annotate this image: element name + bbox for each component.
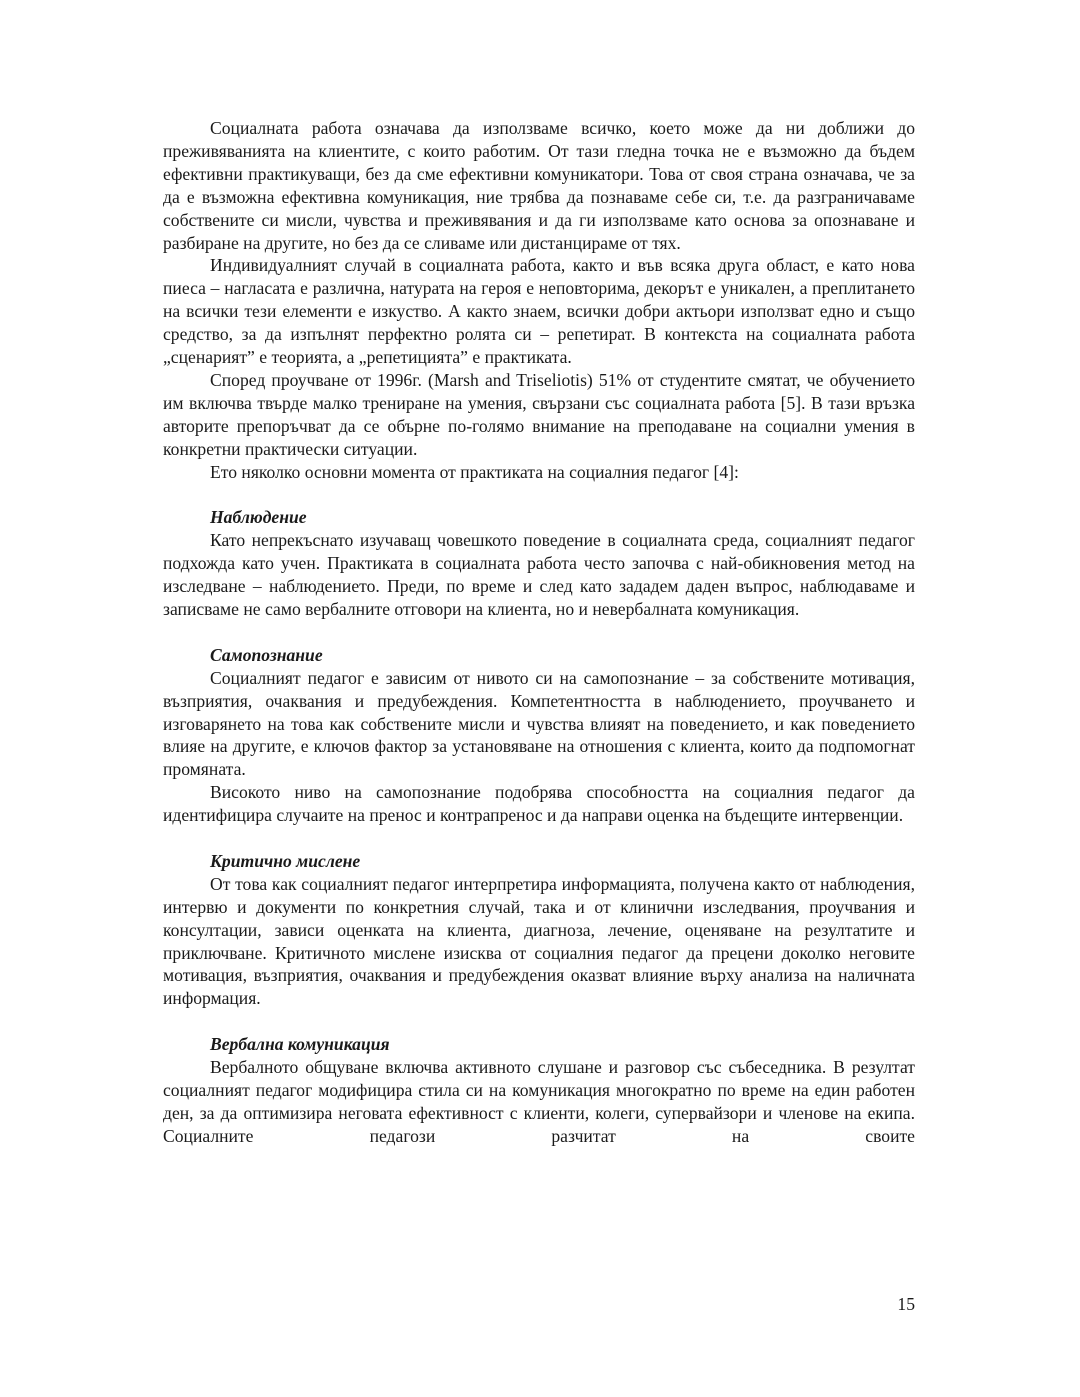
paragraph: Ето няколко основни момента от практиката на социалния педагог [4]: <box>210 461 739 482</box>
paragraph: Вербалното общуване включва активното слушане и разговор със събеседника. В резултат социалният педагог модифицира стила си на комуникация многократно по време на един работен ден, за да оптимизира неговата ефективност с клиенти, колеги, супервайзори и членове на екипа. Социалните педагози разчитат на своите <box>163 1057 915 1146</box>
section-heading: Самопознание <box>210 644 323 665</box>
section-heading: Вербална комуникация <box>210 1034 390 1055</box>
section-verbal-communication <box>163 1033 915 1148</box>
section-heading: Критично мислене <box>210 850 361 871</box>
section-heading: Наблюдение <box>210 507 307 528</box>
section-observation <box>163 506 915 621</box>
paragraph: Високото ниво на самопознание подобрява способността на социалния педагог да идентифицира случаите на пренос и контрапренос и да направи оценка на бъдещите интервенции. <box>163 782 915 826</box>
section-critical-thinking <box>163 850 915 1010</box>
section-self-awareness <box>163 644 915 827</box>
paragraph: От това как социалният педагог интерпретира информацията, получена както от наблюдения, интервю и документи по конкретния случай, така и от клинични изследвания, проучвания и консултации, зависи оценката на клиента, диагноза, лечение, оценяване на резултатите и приключване. Критичното мислене изисква от социалния педагог да прецени доколко неговите мотивация, възприятия, очаквания и предубеждения оказват влияние върху анализа на наличната информация. <box>163 873 915 1009</box>
paragraph: Социалната работа означава да използваме всичко, което може да ни доближи до преживяванията на клиентите, с които работим. От тази гледна точка не е възможно да бъдем ефективни практикуващи, без да сме ефективни комуникатори. Това от своя страна означава, че за да е възможна ефективна комуникация, ние трябва да познаваме себе си, т.е. да разграничаваме собствените си мисли, чувства и преживявания и да ги използваме като основа за опознаване и разбиране на другите, но без да се сливаме или дистанцираме от тях. <box>163 118 915 253</box>
paragraph: Като непрекъснато изучаващ човешкото поведение в социалната среда, социалният педагог подхожда като учен. Практиката в социалната работа често започва с най-обикновения метод на изследване – наблюдението. Преди, по време и след като зададем даден въпрос, наблюдаваме и записваме не само вербалните отговори на клиента, но и невербалната комуникация. <box>163 530 915 620</box>
paragraph: Социалният педагог е зависим от нивото си на самопознание – за собствените мотивация, възприятия, очаквания и предубеждения. Компетентността в наблюдението, проучването и изговарянето на това как собствените мисли и чувства влияят на поведението, и как поведението влияе на другите, е ключов фактор за установяване на отношения с клиента, които да подпомогнат промяната. <box>163 667 915 780</box>
page-number: 15 <box>897 1294 915 1314</box>
page-body <box>163 117 915 1148</box>
paragraph: Индивидуалният случай в социалната работа, както и във всяка друга област, е като нова пиеса – нагласата е различна, натурата на героя е неповторима, декорът е уникален, а преплитането на всички тези елементи е изкуство. А както знаем, всички добри актьори използват едно и също средство, за да изпълнят перфектно ролята си – репетират. В контекста на социалната работа „сценарият” е теорията, а „репетицията” е практиката. <box>163 255 915 368</box>
paragraph: Според проучване от 1996г. (Marsh and Triseliotis) 51% от студентите смятат, че обучението им включва твърде малко трениране на умения, свързани със социалната работа [5]. В тази връзка авторите препоръчват да се обърне по-голямо внимание на преподаване на социални умения в конкретни практически ситуации. <box>163 369 915 459</box>
